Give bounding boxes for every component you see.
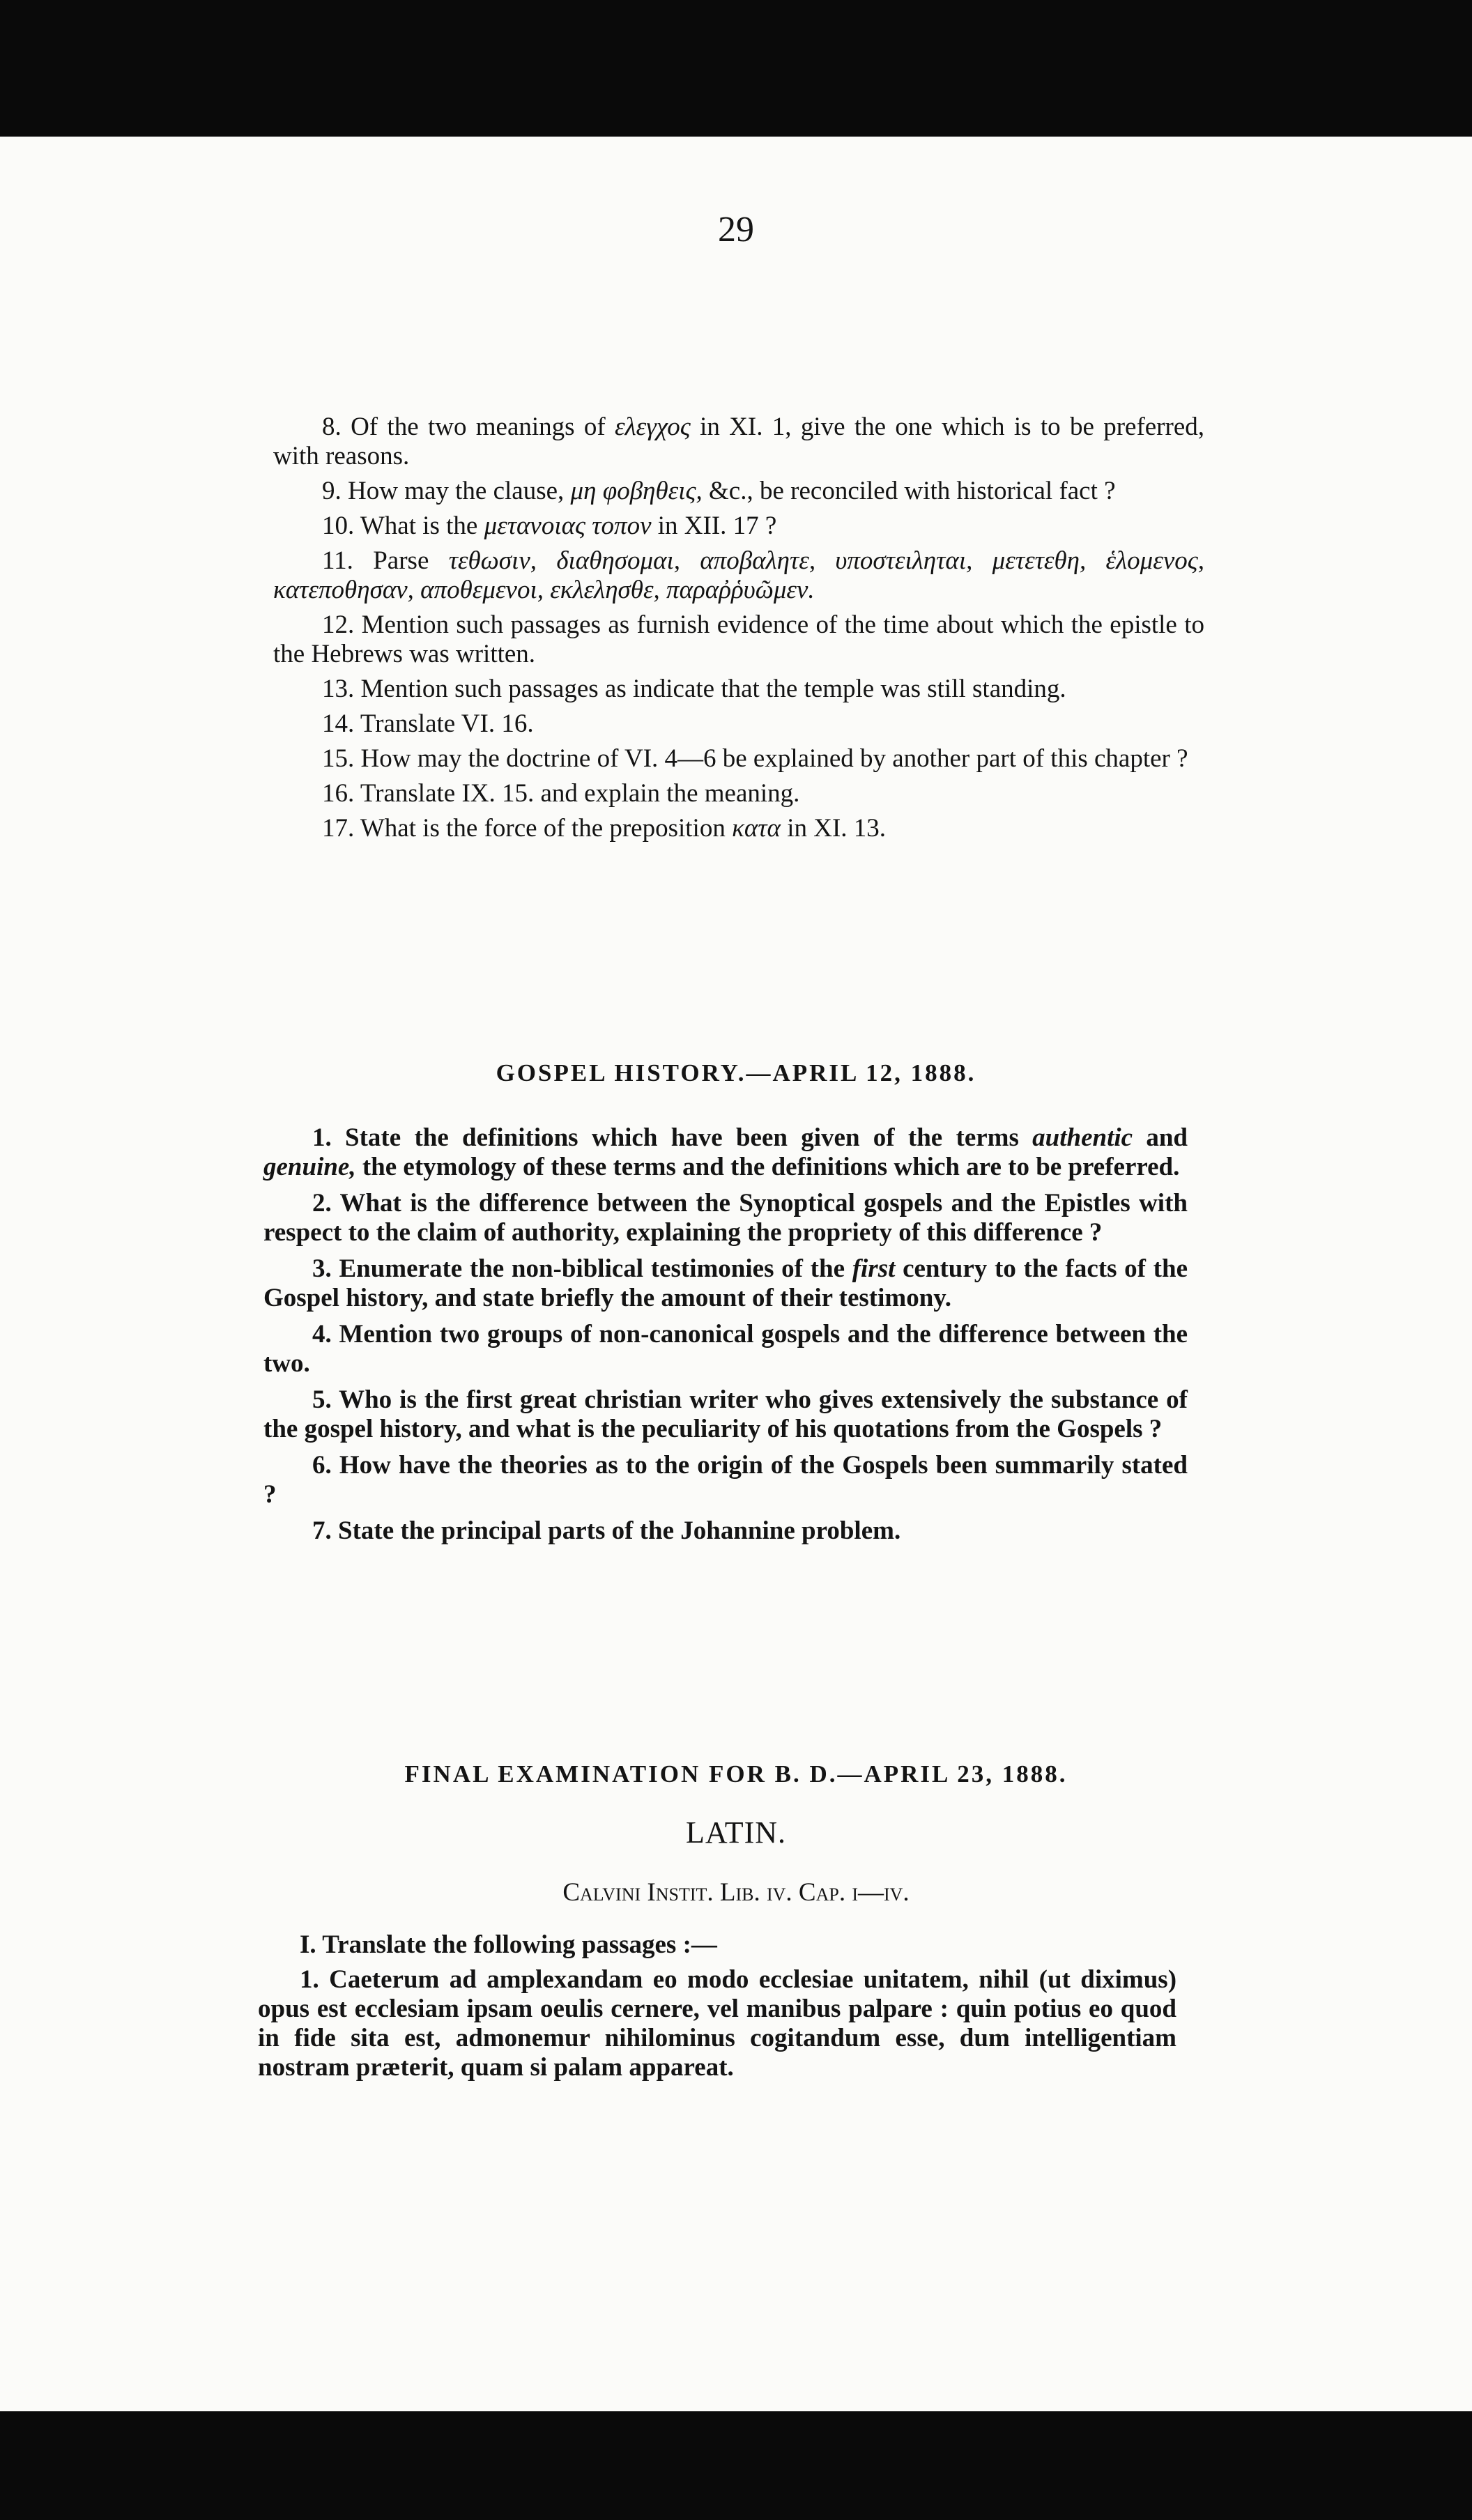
question-item: 1. State the definitions which have been given of the terms authentic and genuine, the etymology of these terms and the definitions which are to be preferred. <box>263 1123 1188 1181</box>
question-item: 9. How may the clause, μη φοβηθεις, &c., be reconciled with historical fact ? <box>322 477 1116 505</box>
question-item: 6. How have the theories as to the origin of the Gospels been summarily stated ? <box>263 1451 1188 1509</box>
gospel-history-heading: GOSPEL HISTORY.—APRIL 12, 1888. <box>496 1059 976 1086</box>
question-item: 7. State the principal parts of the Johannine problem. <box>312 1516 901 1545</box>
translate-instruction: I. Translate the following passages :— <box>300 1930 717 1959</box>
latin-section <box>258 1930 1176 2082</box>
calvin-institutes-heading: Calvini Instit. Lib. iv. Cap. i—iv. <box>562 1878 910 1907</box>
question-item: 11. Parse τεθωσιν, διαθησομαι, αποβαλητε, υποστειληται, μετετεθη, ἑλομενος, κατεποθησαν, αποθεμενοι, εκλελησθε, παραῤῥυῶμεν. <box>273 546 1205 604</box>
page-number: 29 <box>718 210 754 249</box>
question-item: 12. Mention such passages as furnish evidence of the time about which the epistle to the Hebrews was written. <box>273 610 1204 668</box>
latin-heading: LATIN. <box>685 1815 787 1850</box>
final-examination-heading: FINAL EXAMINATION FOR B. D.—APRIL 23, 1888. <box>404 1760 1068 1788</box>
latin-passage: 1. Caeterum ad amplexandam eo modo ecclesiae unitatem, nihil (ut diximus) opus est ecclesiam ipsam oeulis cernere, vel manibus palpare : quin potius eo quod in fide sita est, admonemur nihilominus cogitandum esse, dum intelligentiam nostram præterit, quam si palam appareat. <box>258 1965 1177 2082</box>
question-item: 16. Translate IX. 15. and explain the meaning. <box>322 779 800 808</box>
gospel-questions <box>263 1123 1188 1546</box>
question-item: 3. Enumerate the non-biblical testimonies of the first century to the facts of the Gospel history, and state briefly the amount of their testimony. <box>263 1254 1188 1312</box>
question-item: 8. Of the two meanings of ελεγχος in XI. 1, give the one which is to be preferred, with reasons. <box>273 413 1204 470</box>
question-item: 17. What is the force of the preposition κατα in XI. 13. <box>322 814 887 843</box>
question-item: 2. What is the difference between the Synoptical gospels and the Epistles with respect to the claim of authority, explaining the propriety of this difference ? <box>263 1189 1188 1247</box>
question-item: 10. What is the μετανοιας τοπον in XII. 17 ? <box>322 512 777 540</box>
hebrews-questions <box>273 413 1204 843</box>
question-item: 5. Who is the first great christian writer who gives extensively the substance of the gospel history, and what is the peculiarity of his quotations from the Gospels ? <box>263 1385 1188 1443</box>
question-item: 4. Mention two groups of non-canonical gospels and the difference between the two. <box>263 1320 1188 1378</box>
question-item: 14. Translate VI. 16. <box>322 709 534 738</box>
question-item: 15. How may the doctrine of VI. 4—6 be explained by another part of this chapter ? <box>322 744 1188 773</box>
question-item: 13. Mention such passages as indicate that the temple was still standing. <box>322 675 1066 703</box>
